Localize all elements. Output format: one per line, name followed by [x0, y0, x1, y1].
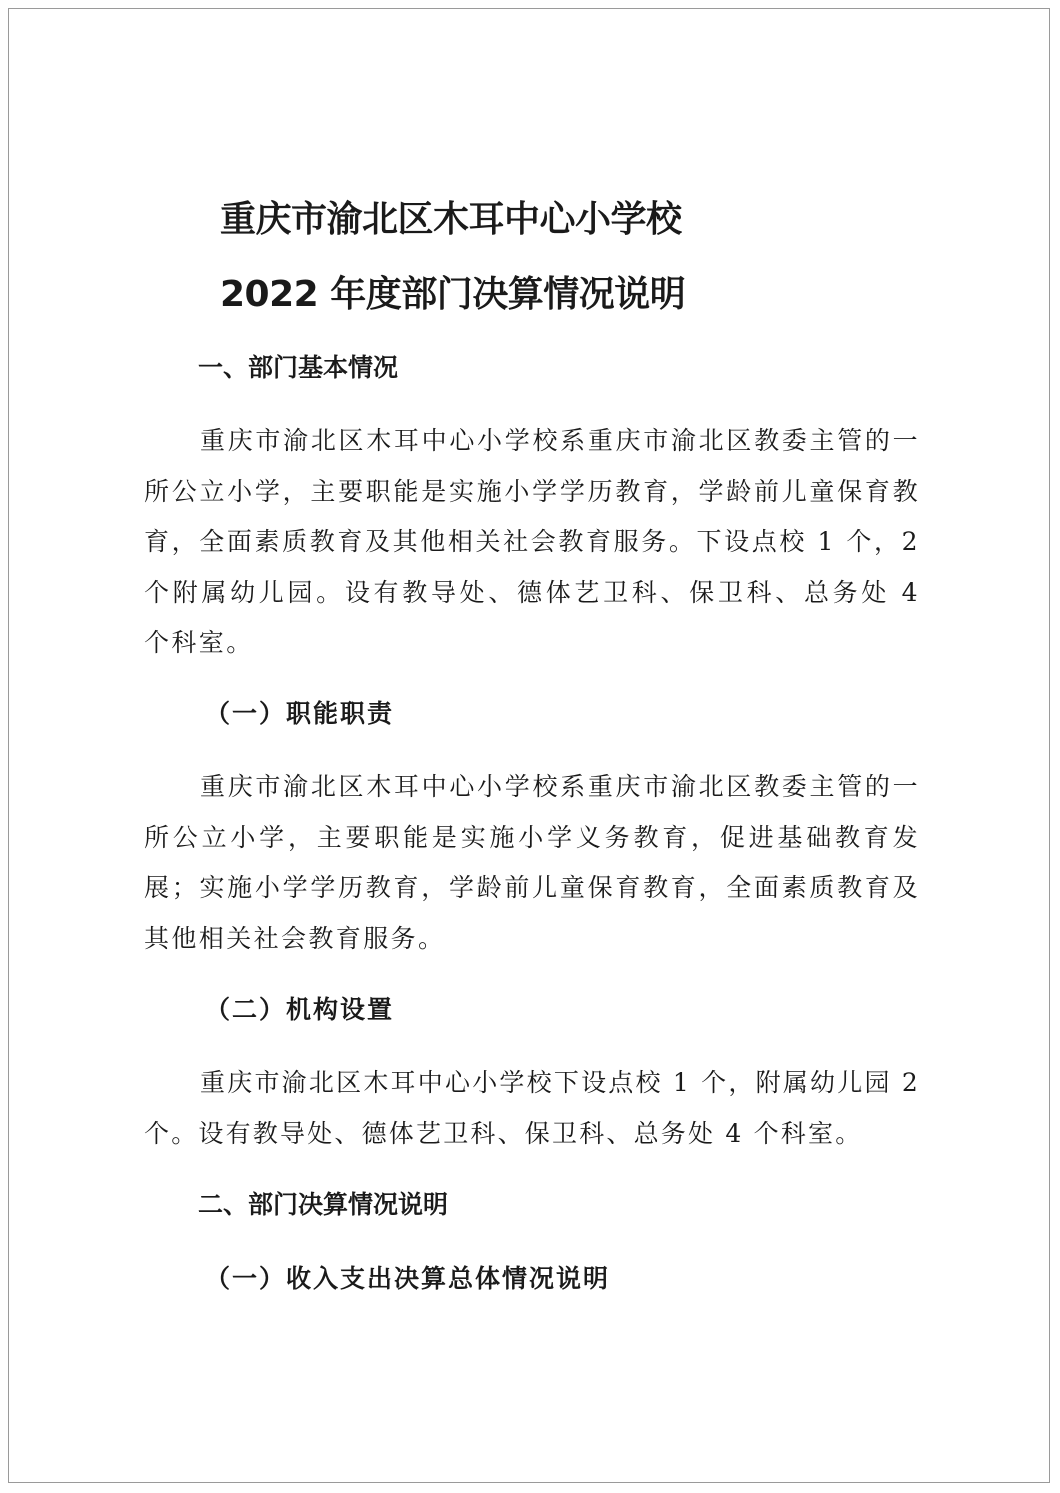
- document-title-line-1: 重庆市渝北区木耳中心小学校: [220, 199, 682, 240]
- section-1-sub-1-paragraph: 重庆市渝北区木耳中心小学校系重庆市渝北区教委主管的一所公立小学，主要职能是实施小学义务教育，促进基础教育发展；实施小学学历教育，学龄前儿童保育教育，全面素质教育及其他相关社会教育服务。: [144, 772, 920, 953]
- section-1-sub-2-paragraph: 重庆市渝北区木耳中心小学校下设点校 1 个，附属幼儿园 2 个。设有教导处、德体艺卫科、保卫科、总务处 4 个科室。: [144, 1068, 920, 1148]
- section-1-sub-2-heading: （二）机构设置: [205, 995, 395, 1024]
- document-title-line-2: 2022 年度部门决算情况说明: [220, 274, 686, 315]
- section-2-sub-1-heading: （一）收入支出决算总体情况说明: [205, 1264, 611, 1293]
- section-1-sub-1-heading: （一）职能职责: [205, 699, 395, 728]
- section-1-intro-paragraph: 重庆市渝北区木耳中心小学校系重庆市渝北区教委主管的一所公立小学，主要职能是实施小学学历教育，学龄前儿童保育教育，全面素质教育及其他相关社会教育服务。下设点校 1 个，2 个附属幼儿园。设有教导处、德体艺卫科、保卫科、总务处 4 个科室。: [144, 426, 920, 657]
- section-2-heading: 二、部门决算情况说明: [198, 1190, 449, 1219]
- section-1-heading: 一、部门基本情况: [198, 353, 399, 382]
